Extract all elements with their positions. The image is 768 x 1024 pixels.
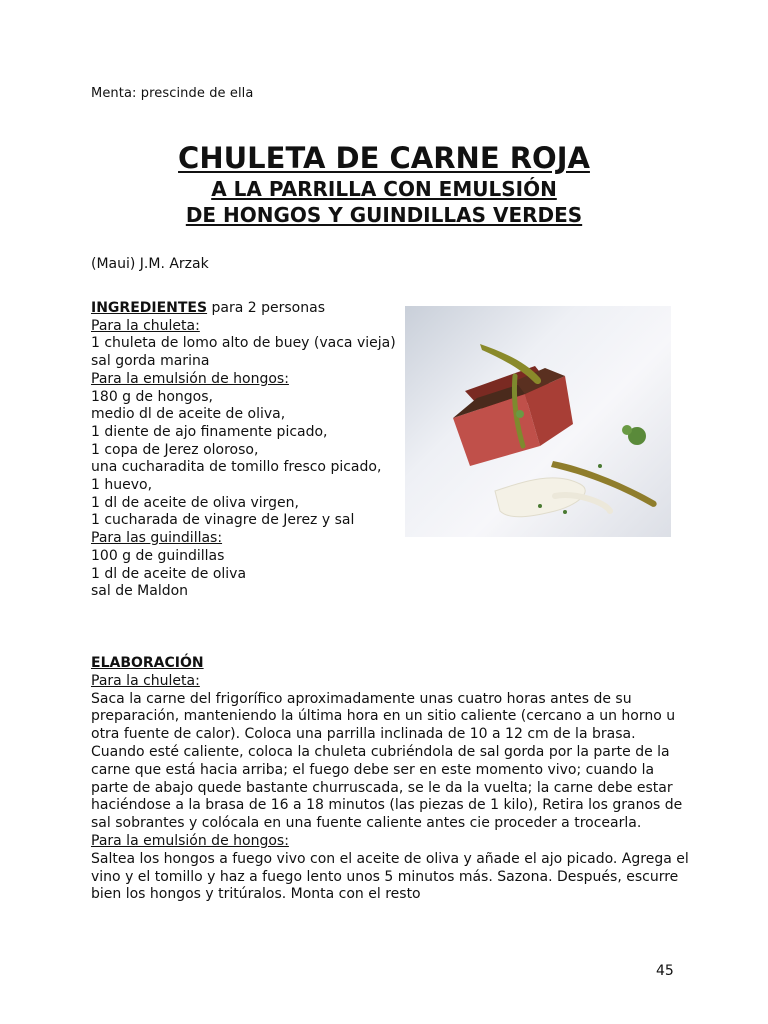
elaboration-heading: ELABORACIÓN bbox=[91, 655, 204, 671]
author-credit: (Maui) J.M. Arzak bbox=[91, 256, 209, 272]
elaboration-emulsion-text: Saltea los hongos a fuego vivo con el aceite de oliva y añade el ajo picado. Agrega el vino y el tomillo y haz a fuego lento unos 5 minutos más. Sazona. Después, escurre bien los hongos y tritúralos. Monta con el resto bbox=[91, 850, 689, 903]
dish-illustration bbox=[405, 306, 671, 537]
ingredient-item: sal gorda marina bbox=[91, 353, 210, 370]
herb-speck bbox=[538, 504, 542, 508]
ingredient-item: 1 cucharada de vinagre de Jerez y sal bbox=[91, 512, 355, 529]
steak-front-side bbox=[453, 394, 540, 466]
ingredient-item: 1 dl de aceite de oliva virgen, bbox=[91, 494, 299, 511]
elaboration-section bbox=[91, 655, 691, 904]
ingredient-item: 1 chuleta de lomo alto de buey (vaca vieja) bbox=[91, 335, 396, 352]
ingredients-heading-line bbox=[91, 300, 401, 318]
title-line-2: A LA PARRILLA CON EMULSIÓN bbox=[211, 177, 557, 201]
ingredient-item: 180 g de hongos, bbox=[91, 388, 213, 405]
ingredients-chuleta-label: Para la chuleta: bbox=[91, 317, 200, 334]
ingredient-item: 100 g de guindillas bbox=[91, 547, 225, 564]
ingredients-heading: INGREDIENTES bbox=[91, 300, 208, 316]
herb-garnish-2 bbox=[622, 425, 632, 435]
ingredients-section bbox=[91, 300, 401, 601]
ingredient-item: 1 dl de aceite de oliva bbox=[91, 565, 247, 582]
ingredients-emulsion-label: Para la emulsión de hongos: bbox=[91, 370, 289, 387]
ingredient-item: 1 copa de Jerez oloroso, bbox=[91, 441, 259, 458]
recipe-title bbox=[0, 140, 768, 228]
elaboration-chuleta-text: Saca la carne del frigorífico aproximadamente unas cuatro horas antes de su preparación, manteniendo la última hora en un sitio caliente (cercano a un horno u otra fuente de calor). Coloca una parrilla inclinada de 10 a 12 cm de la brasa. Cuando esté caliente, coloca la chuleta cubriéndola de sal gorda por la parte de la carne que está hacia arriba; el fuego debe ser en este momento vivo; cuando la parte de abajo quede bastante churruscada, se le da la vuelta; la carne debe estar haciéndose a la brasa de 16 a 18 minutos (las piezas de 1 kilo), Retira los granos de sal sobrantes y colócala en una fuente caliente antes cie proceder a trocearla. bbox=[91, 690, 683, 832]
ingredients-guindillas-label: Para las guindillas: bbox=[91, 530, 223, 547]
ingredient-item: una cucharadita de tomillo fresco picado, bbox=[91, 459, 382, 476]
herb-speck-3 bbox=[598, 464, 602, 468]
page-number: 45 bbox=[656, 963, 674, 979]
herb-garnish-3 bbox=[516, 410, 524, 418]
herb-speck-2 bbox=[563, 510, 567, 514]
ingredients-servings: para 2 personas bbox=[207, 300, 325, 316]
top-note: Menta: prescinde de ella bbox=[91, 86, 254, 101]
ingredient-item: 1 huevo, bbox=[91, 477, 153, 494]
elaboration-emulsion-label: Para la emulsión de hongos: bbox=[91, 832, 289, 849]
elaboration-chuleta-label: Para la chuleta: bbox=[91, 672, 200, 689]
title-line-3: DE HONGOS Y GUINDILLAS VERDES bbox=[185, 203, 583, 227]
ingredient-item: 1 diente de ajo finamente picado, bbox=[91, 423, 328, 440]
dish-photo bbox=[405, 306, 671, 537]
ingredient-item: sal de Maldon bbox=[91, 583, 189, 600]
title-main: CHULETA DE CARNE ROJA bbox=[178, 141, 590, 175]
ingredient-item: medio dl de aceite de oliva, bbox=[91, 406, 286, 423]
